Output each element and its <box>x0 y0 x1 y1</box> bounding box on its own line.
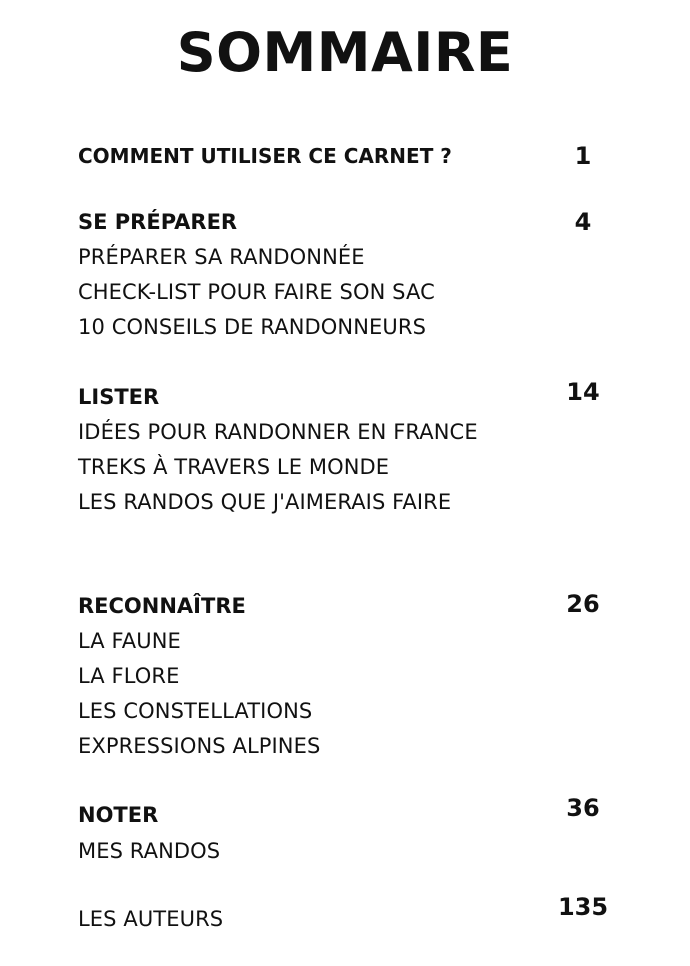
toc-entry[interactable]: LA FLORE <box>78 664 180 688</box>
toc-entry[interactable]: PRÉPARER SA RANDONNÉE <box>78 245 365 269</box>
section-title-se-preparer[interactable]: SE PRÉPARER <box>78 210 238 234</box>
page-number-noter: 36 <box>566 794 600 822</box>
toc-entry[interactable]: LES CONSTELLATIONS <box>78 699 313 723</box>
section-title-lister[interactable]: LISTER <box>78 385 160 409</box>
page-number-reconnaitre: 26 <box>566 590 600 618</box>
page-number-lister: 14 <box>566 378 600 406</box>
section-title-noter[interactable]: NOTER <box>78 803 159 827</box>
section-title-comment-utiliser[interactable]: COMMENT UTILISER CE CARNET ? <box>78 144 452 168</box>
toc-entry[interactable]: LA FAUNE <box>78 629 181 653</box>
toc-entry[interactable]: MES RANDOS <box>78 839 221 863</box>
page-number-les-auteurs: 135 <box>557 893 609 921</box>
toc-entry-les-auteurs[interactable]: LES AUTEURS <box>78 907 224 931</box>
page-number-se-preparer: 4 <box>574 208 592 236</box>
toc-entry[interactable]: TREKS À TRAVERS LE MONDE <box>78 455 390 479</box>
section-title-reconnaitre[interactable]: RECONNAÎTRE <box>78 594 246 618</box>
toc-entry[interactable]: LES RANDOS QUE J'AIMERAIS FAIRE <box>78 490 452 514</box>
page-number-comment-utiliser: 1 <box>574 142 592 170</box>
toc-entry[interactable]: EXPRESSIONS ALPINES <box>78 734 321 758</box>
toc-entry[interactable]: CHECK-LIST POUR FAIRE SON SAC <box>78 280 435 304</box>
toc-entry[interactable]: 10 CONSEILS DE RANDONNEURS <box>78 315 427 339</box>
toc-entry[interactable]: IDÉES POUR RANDONNER EN FRANCE <box>78 420 478 444</box>
page-title: SOMMAIRE <box>176 21 514 84</box>
